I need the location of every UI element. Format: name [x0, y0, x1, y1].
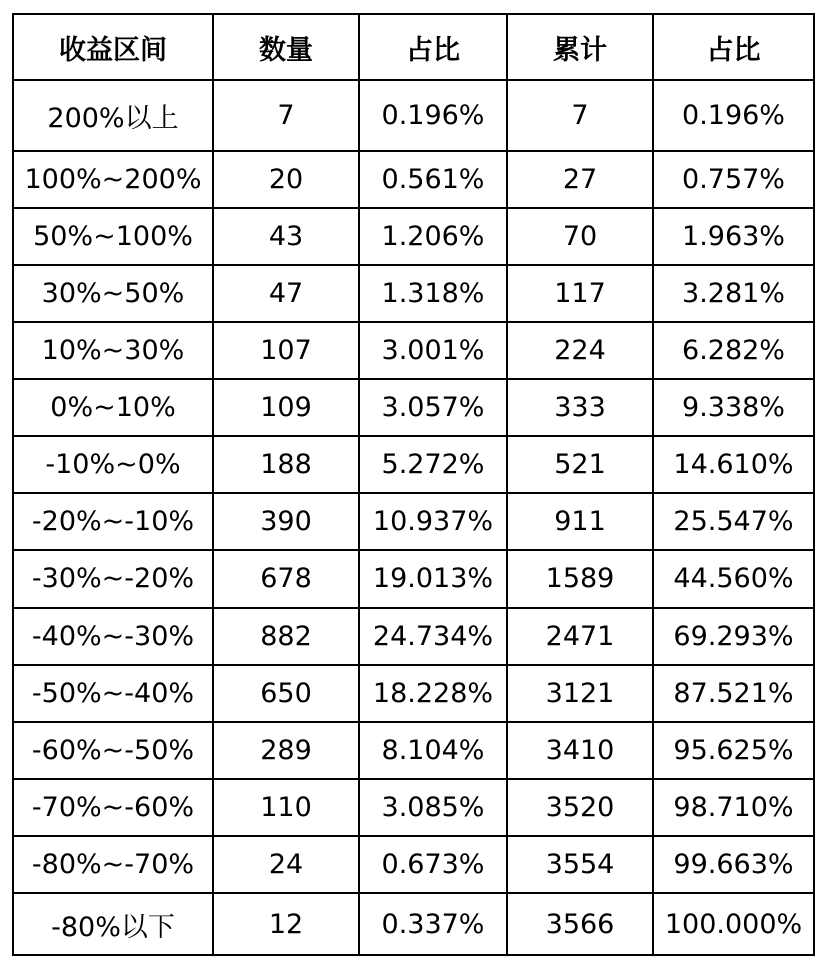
share-cell: 18.228%: [359, 665, 507, 722]
cumulative-share-cell: 44.560%: [653, 550, 814, 607]
count-cell: 43: [213, 208, 359, 265]
header-cumulative-share: 占比: [653, 14, 814, 80]
table-row: [13, 550, 814, 607]
share-cell: 0.673%: [359, 836, 507, 893]
header-row: [13, 14, 814, 80]
count-cell: 882: [213, 608, 359, 665]
header-return-range: 收益区间: [13, 14, 213, 80]
cumulative-cell: 3520: [507, 779, 653, 836]
cumulative-share-cell: 14.610%: [653, 436, 814, 493]
share-cell: 0.561%: [359, 151, 507, 208]
return-range-cell: -60%~-50%: [13, 722, 213, 779]
cumulative-share-cell: 1.963%: [653, 208, 814, 265]
count-cell: 12: [213, 893, 359, 955]
count-cell: 188: [213, 436, 359, 493]
cumulative-cell: 3410: [507, 722, 653, 779]
table-row: [13, 379, 814, 436]
table-row: [13, 151, 814, 208]
cumulative-share-cell: 25.547%: [653, 493, 814, 550]
share-cell: 1.206%: [359, 208, 507, 265]
cumulative-share-cell: 95.625%: [653, 722, 814, 779]
cumulative-cell: 333: [507, 379, 653, 436]
table-row: [13, 722, 814, 779]
header-share: 占比: [359, 14, 507, 80]
cumulative-cell: 3554: [507, 836, 653, 893]
cumulative-cell: 2471: [507, 608, 653, 665]
cumulative-share-cell: 3.281%: [653, 265, 814, 322]
count-cell: 47: [213, 265, 359, 322]
share-cell: 24.734%: [359, 608, 507, 665]
cumulative-share-cell: 98.710%: [653, 779, 814, 836]
cumulative-cell: 1589: [507, 550, 653, 607]
table-row: [13, 665, 814, 722]
cumulative-cell: 521: [507, 436, 653, 493]
return-range-cell: 10%~30%: [13, 322, 213, 379]
cumulative-cell: 3566: [507, 893, 653, 955]
cumulative-cell: 117: [507, 265, 653, 322]
return-range-cell: 100%~200%: [13, 151, 213, 208]
table-row: [13, 608, 814, 665]
return-range-cell: 30%~50%: [13, 265, 213, 322]
count-cell: 7: [213, 80, 359, 151]
return-range-cell: -80%~-70%: [13, 836, 213, 893]
share-cell: 5.272%: [359, 436, 507, 493]
return-range-cell: -70%~-60%: [13, 779, 213, 836]
header-cumulative: 累计: [507, 14, 653, 80]
table-row: [13, 208, 814, 265]
return-range-cell: -10%~0%: [13, 436, 213, 493]
cumulative-share-cell: 69.293%: [653, 608, 814, 665]
share-cell: 3.057%: [359, 379, 507, 436]
table-row: [13, 322, 814, 379]
return-distribution-table: [12, 13, 815, 956]
share-cell: 0.337%: [359, 893, 507, 955]
count-cell: 678: [213, 550, 359, 607]
table-row: [13, 265, 814, 322]
cumulative-cell: 224: [507, 322, 653, 379]
cumulative-share-cell: 6.282%: [653, 322, 814, 379]
cumulative-cell: 70: [507, 208, 653, 265]
header-count: 数量: [213, 14, 359, 80]
table-row: [13, 836, 814, 893]
table-row: [13, 493, 814, 550]
return-range-cell: 50%~100%: [13, 208, 213, 265]
return-range-cell: -30%~-20%: [13, 550, 213, 607]
cumulative-share-cell: 0.757%: [653, 151, 814, 208]
share-cell: 3.085%: [359, 779, 507, 836]
return-range-cell: -40%~-30%: [13, 608, 213, 665]
count-cell: 650: [213, 665, 359, 722]
share-cell: 8.104%: [359, 722, 507, 779]
table-row: [13, 436, 814, 493]
share-cell: 1.318%: [359, 265, 507, 322]
cumulative-cell: 3121: [507, 665, 653, 722]
cumulative-share-cell: 100.000%: [653, 893, 814, 955]
cumulative-share-cell: 99.663%: [653, 836, 814, 893]
table-row: [13, 893, 814, 955]
count-cell: 110: [213, 779, 359, 836]
share-cell: 0.196%: [359, 80, 507, 151]
count-cell: 20: [213, 151, 359, 208]
count-cell: 390: [213, 493, 359, 550]
table-row: [13, 80, 814, 151]
count-cell: 24: [213, 836, 359, 893]
return-range-cell: 0%~10%: [13, 379, 213, 436]
cumulative-share-cell: 0.196%: [653, 80, 814, 151]
cumulative-cell: 911: [507, 493, 653, 550]
return-range-cell: 200%以上: [13, 80, 213, 151]
return-range-cell: -20%~-10%: [13, 493, 213, 550]
return-range-cell: -50%~-40%: [13, 665, 213, 722]
share-cell: 10.937%: [359, 493, 507, 550]
cumulative-cell: 7: [507, 80, 653, 151]
cumulative-share-cell: 9.338%: [653, 379, 814, 436]
count-cell: 289: [213, 722, 359, 779]
count-cell: 107: [213, 322, 359, 379]
cumulative-share-cell: 87.521%: [653, 665, 814, 722]
table-row: [13, 779, 814, 836]
share-cell: 3.001%: [359, 322, 507, 379]
share-cell: 19.013%: [359, 550, 507, 607]
count-cell: 109: [213, 379, 359, 436]
return-range-cell: -80%以下: [13, 893, 213, 955]
cumulative-cell: 27: [507, 151, 653, 208]
